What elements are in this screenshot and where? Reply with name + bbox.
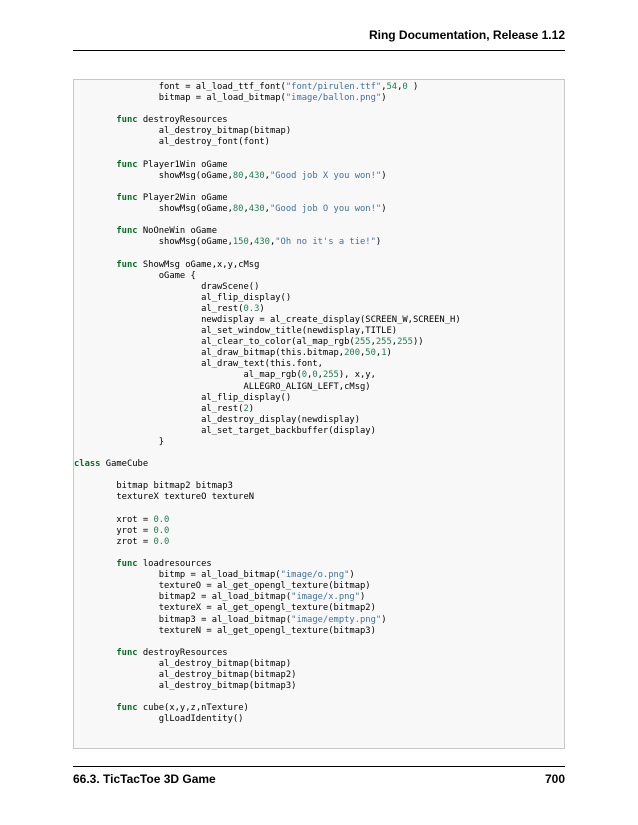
code-text (74, 703, 116, 713)
code-keyword: func (116, 703, 138, 714)
code-line (74, 193, 461, 204)
code-line (74, 426, 461, 437)
code-number: 0 (301, 370, 308, 381)
code-line (74, 126, 461, 137)
code-text: al_flip_display() (74, 392, 292, 403)
code-text: al_destroy_font(font) (74, 137, 270, 148)
code-text: bitmap = al_load_bitmap( (74, 93, 286, 104)
code-text: showMsg(oGame, (74, 204, 233, 215)
code-text: ) (386, 348, 392, 359)
code-line (74, 282, 461, 293)
code-text (74, 559, 116, 569)
code-line (74, 559, 461, 570)
code-keyword: func (116, 647, 138, 658)
code-line (74, 237, 461, 248)
code-text: zrot = (74, 536, 154, 547)
code-number: 200 (344, 348, 360, 359)
code-keyword: func (116, 559, 138, 570)
code-line (74, 626, 461, 637)
code-text: ) (259, 303, 265, 314)
footer-divider (73, 766, 565, 767)
code-string: "font/pirulen.ttf" (285, 82, 382, 92)
code-line (74, 370, 461, 381)
code-text: al_rest( (74, 403, 244, 414)
code-line (74, 404, 461, 415)
code-text (74, 115, 116, 125)
code-number: 255 (375, 337, 392, 348)
code-number: 2 (243, 403, 249, 414)
code-line (74, 315, 461, 326)
code-text: textureX = al_get_opengl_texture(bitmap2) (74, 603, 376, 614)
code-text: textureX textureO textureN (74, 492, 255, 503)
code-string: "image/empty.png" (291, 614, 382, 625)
code-line (74, 504, 461, 515)
code-string: "Good job X you won!" (269, 170, 382, 181)
code-text: , (307, 370, 313, 381)
code-text: oGame { (74, 270, 196, 281)
code-number: 54 (386, 82, 398, 92)
code-text: destroyResources (137, 115, 228, 126)
code-number: 255 (322, 370, 339, 381)
code-block (73, 79, 565, 749)
code-number: 430 (254, 237, 270, 248)
code-text: ShowMsg oGame,x,y,cMsg (137, 259, 260, 270)
code-text (74, 160, 116, 170)
code-text: al_destroy_bitmap(bitmap) (74, 658, 292, 669)
code-line (74, 182, 461, 193)
code-text: al_destroy_bitmap(bitmap3) (74, 681, 297, 692)
code-text: al_rest( (74, 303, 244, 314)
code-line (74, 592, 461, 603)
code-text: , (370, 337, 376, 348)
code-line (74, 648, 461, 659)
code-text: NoOneWin oGame (137, 226, 218, 237)
code-number: 80 (232, 204, 244, 215)
code-line (74, 204, 461, 215)
code-line (74, 393, 461, 404)
code-line (74, 149, 461, 160)
code-text: ) (381, 614, 387, 625)
code-line (74, 481, 461, 492)
code-line (74, 692, 461, 703)
code-text: glLoadIdentity() (74, 714, 244, 725)
code-text (74, 648, 116, 658)
code-text: , (248, 237, 255, 248)
code-text: , (397, 82, 403, 92)
header-divider (73, 50, 565, 51)
code-text: bitmap2 = al_load_bitmap( (74, 592, 292, 603)
code-text: } (74, 437, 165, 447)
code-text: yrot = (74, 525, 154, 536)
code-string: "image/ballon.png" (285, 93, 382, 104)
code-line (74, 115, 461, 126)
footer-section-title: 66.3. TicTacToe 3D Game (73, 772, 216, 786)
code-line (74, 359, 461, 370)
code-number: 80 (232, 170, 244, 181)
page-header-title: Ring Documentation, Release 1.12 (368, 28, 565, 42)
code-keyword: class (74, 459, 101, 470)
code-text: ) (381, 204, 387, 215)
code-text: showMsg(oGame, (74, 237, 233, 248)
code-line (74, 448, 461, 459)
code-text: ) (349, 570, 355, 581)
code-number: 430 (248, 204, 265, 215)
code-text (74, 226, 116, 236)
code-text: al_set_window_title(newdisplay,TITLE) (74, 326, 398, 337)
code-string: "Good job O you won!" (269, 204, 382, 215)
code-line (74, 260, 461, 271)
code-text: al_draw_bitmap(this.bitmap, (74, 348, 345, 359)
code-text: drawScene() (74, 281, 260, 292)
code-line (74, 681, 461, 692)
code-keyword: func (116, 192, 138, 203)
code-text: Player1Win oGame (137, 159, 228, 170)
code-text: al_flip_display() (74, 292, 292, 303)
code-text: xrot = (74, 514, 154, 525)
code-line (74, 304, 461, 315)
code-line (74, 226, 461, 237)
code-line (74, 82, 461, 93)
code-line (74, 637, 461, 648)
code-text: showMsg(oGame, (74, 170, 233, 181)
code-text: destroyResources (137, 647, 228, 658)
code-line (74, 326, 461, 337)
code-text: bitmp = al_load_bitmap( (74, 570, 281, 581)
code-number: 430 (248, 170, 265, 181)
code-line (74, 603, 461, 614)
code-text: , (264, 204, 270, 215)
code-text (74, 193, 116, 203)
code-text: GameCube (100, 459, 149, 470)
code-text: textureO = al_get_opengl_texture(bitmap) (74, 581, 371, 592)
code-number: 0 (402, 82, 408, 92)
code-text: ) (381, 170, 387, 181)
code-line (74, 271, 461, 282)
code-line (74, 337, 461, 348)
code-line (74, 171, 461, 182)
code-line (74, 415, 461, 426)
code-line (74, 470, 461, 481)
code-text: al_destroy_display(newdisplay) (74, 414, 360, 425)
code-text: , (243, 170, 249, 181)
page-number: 700 (544, 772, 565, 786)
code-line (74, 570, 461, 581)
code-line (74, 293, 461, 304)
code-text: Player2Win oGame (137, 192, 228, 203)
code-number: 0 (312, 370, 318, 381)
code-number: 1 (381, 348, 387, 359)
code-text: al_destroy_bitmap(bitmap2) (74, 669, 297, 680)
code-text: al_set_target_backbuffer(display) (74, 425, 376, 436)
code-line (74, 459, 461, 470)
code-number: 0.0 (153, 536, 170, 547)
code-string: "Oh no it's a tie!" (275, 237, 376, 248)
code-text: al_map_rgb( (74, 370, 302, 381)
code-string: "image/o.png" (280, 570, 350, 581)
code-text: , (391, 337, 398, 348)
code-text: al_destroy_bitmap(bitmap) (74, 126, 292, 137)
code-text: ALLEGRO_ALIGN_LEFT,cMsg) (74, 381, 371, 392)
code-text: bitmap bitmap2 bitmap3 (74, 481, 233, 492)
code-line (74, 714, 461, 725)
code-line (74, 382, 461, 393)
code-text: ), x,y, (338, 370, 376, 381)
code-text: font = al_load_ttf_font( (74, 82, 286, 92)
code-keyword: func (116, 159, 138, 170)
code-line (74, 160, 461, 171)
code-listing (74, 82, 461, 725)
code-line (74, 515, 461, 526)
code-text: , (243, 204, 249, 215)
code-line (74, 137, 461, 148)
code-text: , (269, 237, 276, 248)
code-line (74, 615, 461, 626)
code-text: al_draw_text(this.font, (74, 359, 323, 370)
code-text: ) (248, 403, 255, 414)
code-number: 0.0 (153, 525, 170, 536)
code-keyword: func (116, 259, 138, 270)
code-line (74, 248, 461, 259)
code-text: ) (375, 237, 382, 248)
code-line (74, 93, 461, 104)
code-line (74, 104, 461, 115)
code-text: bitmap3 = al_load_bitmap( (74, 614, 292, 625)
code-line (74, 703, 461, 714)
code-text: ) (407, 82, 419, 92)
code-line (74, 659, 461, 670)
code-text: )) (412, 337, 424, 348)
code-number: 150 (232, 237, 249, 248)
code-keyword: func (116, 115, 138, 126)
code-line (74, 437, 461, 448)
code-text: newdisplay = al_create_display(SCREEN_W,SCREEN_H) (74, 314, 461, 325)
code-text: loadresources (137, 559, 212, 570)
code-text: , (375, 348, 382, 359)
code-line (74, 548, 461, 559)
code-text: cube(x,y,z,nTexture) (137, 703, 249, 714)
code-number: 0.0 (153, 514, 170, 525)
code-number: 50 (365, 348, 376, 359)
code-text: , (360, 348, 366, 359)
code-text: , (317, 370, 323, 381)
code-text: textureN = al_get_opengl_texture(bitmap3) (74, 625, 376, 636)
code-line (74, 537, 461, 548)
code-text (74, 260, 116, 270)
code-line (74, 492, 461, 503)
code-text: al_clear_to_color(al_map_rgb( (74, 337, 355, 348)
code-line (74, 526, 461, 537)
code-number: 0.3 (243, 303, 260, 314)
code-line (74, 670, 461, 681)
code-number: 255 (397, 337, 413, 348)
code-line (74, 348, 461, 359)
code-keyword: func (116, 226, 138, 237)
code-text: ) (381, 93, 387, 104)
code-text: ) (360, 592, 366, 603)
code-line (74, 215, 461, 226)
code-text: , (381, 82, 387, 92)
code-string: "image/x.png" (291, 592, 361, 603)
code-text: , (264, 170, 270, 181)
code-line (74, 581, 461, 592)
code-number: 255 (354, 337, 371, 348)
